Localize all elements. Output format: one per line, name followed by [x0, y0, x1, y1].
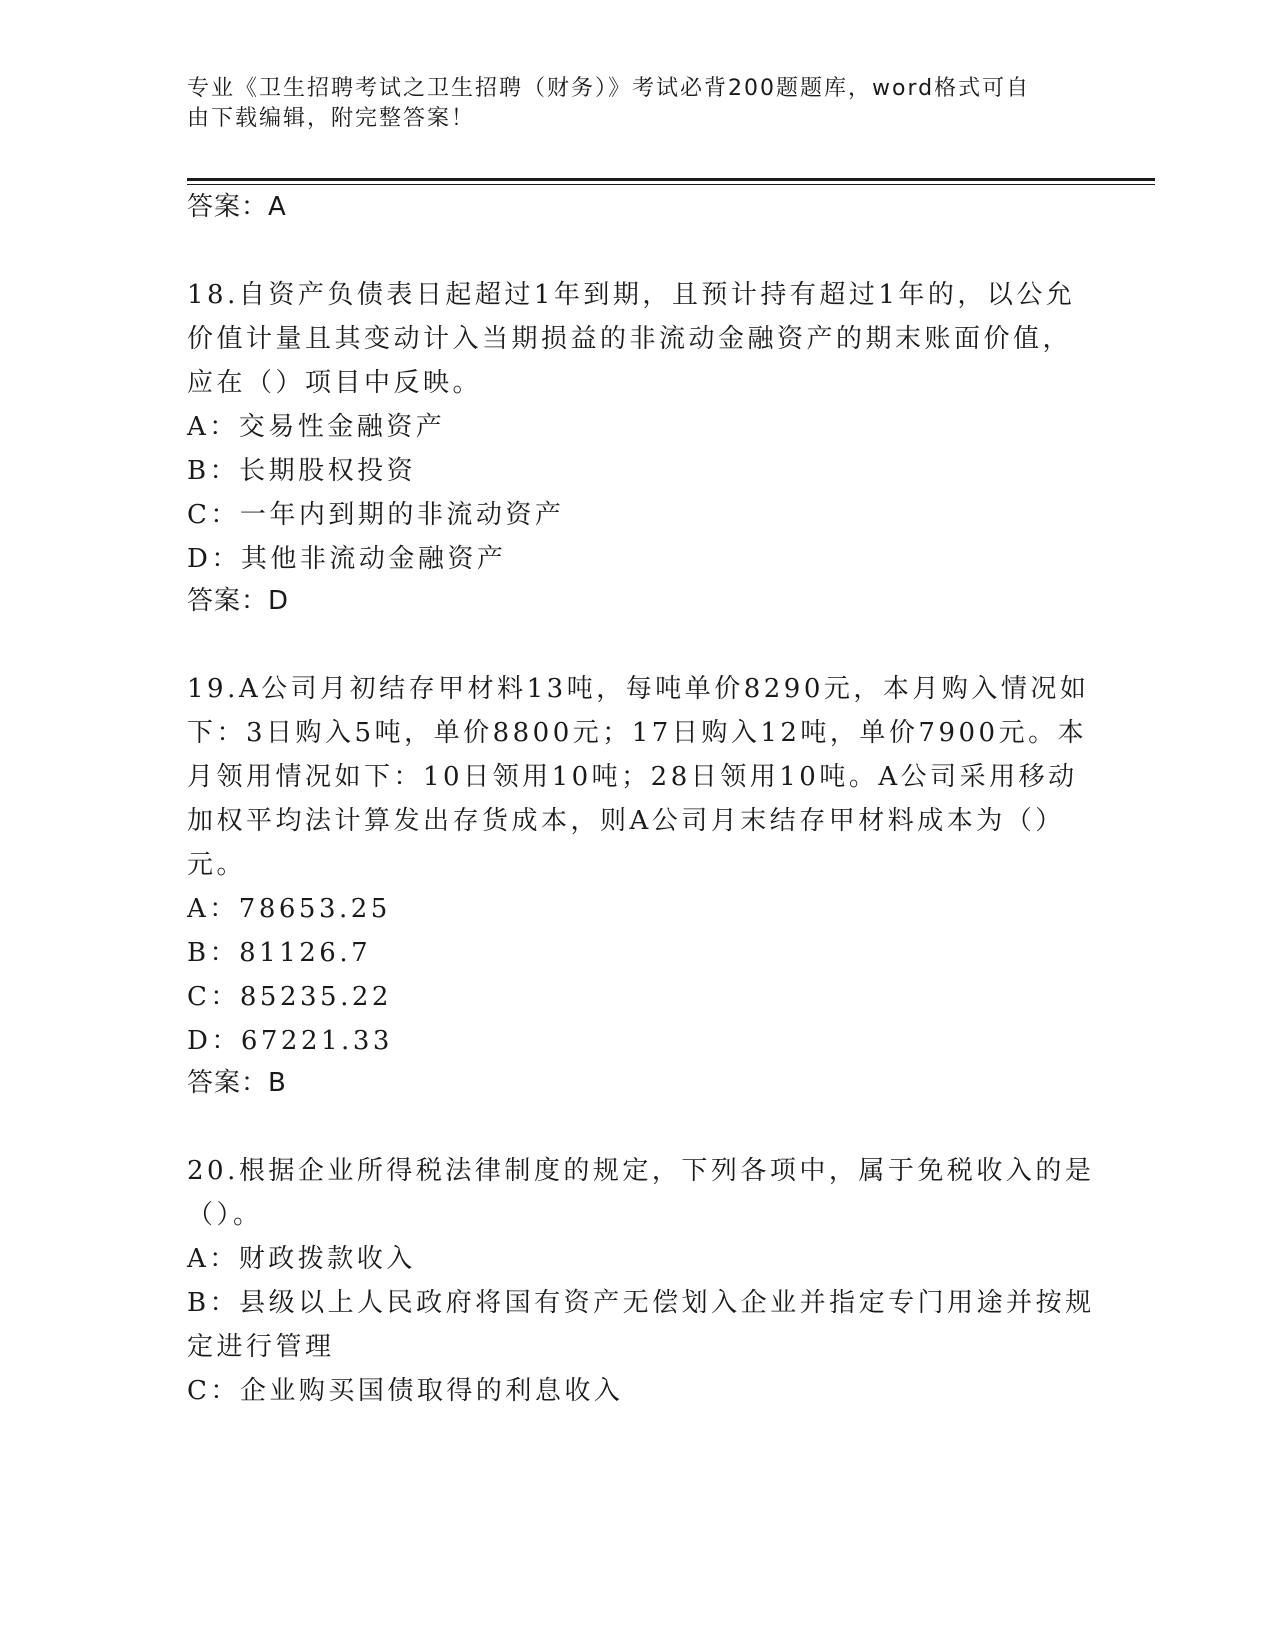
- answer-17: 答案：A: [187, 192, 287, 222]
- q19-stem-line-2: 下：3日购入5吨，单价8800元；17日购入12吨，单价7900元。本: [187, 718, 1088, 748]
- answer-19: 答案：B: [187, 1068, 287, 1098]
- q19-option-a: A：78653.25: [187, 894, 391, 924]
- q18-option-c: C：一年内到期的非流动资产: [187, 500, 565, 530]
- answer-18: 答案：D: [187, 586, 290, 616]
- q19-stem-line-3: 月领用情况如下：10日领用10吨；28日领用10吨。A公司采用移动: [187, 762, 1078, 792]
- q19-option-b: B：81126.7: [187, 938, 372, 968]
- q19-stem-line-4: 加权平均法计算发出存货成本，则A公司月末结存甲材料成本为（）: [187, 806, 1065, 836]
- q19-option-d: D：67221.33: [187, 1026, 393, 1056]
- q18-stem-line-2: 价值计量且其变动计入当期损益的非流动金融资产的期末账面价值，: [187, 324, 1073, 354]
- header-line-1: 专业《卫生招聘考试之卫生招聘（财务）》考试必背200题题库，word格式可自: [187, 76, 1031, 101]
- q20-option-b-line-1: B：县级以上人民政府将国有资产无偿划入企业并指定专门用途并按规: [187, 1288, 1095, 1318]
- q18-option-b: B：长期股权投资: [187, 456, 417, 486]
- q18-option-d: D：其他非流动金融资产: [187, 544, 507, 574]
- q20-option-b-line-2: 定进行管理: [187, 1332, 335, 1362]
- q20-option-c: C：企业购买国债取得的利息收入: [187, 1376, 624, 1406]
- q18-stem-line-1: 18.自资产负债表日起超过1年到期，且预计持有超过1年的，以公允: [187, 280, 1076, 310]
- page-header: [187, 74, 1067, 134]
- q19-option-c: C：85235.22: [187, 982, 392, 1012]
- header-divider-thin: [187, 184, 1155, 185]
- q20-stem-line-2: （）。: [187, 1200, 263, 1230]
- q18-option-a: A：交易性金融资产: [187, 412, 446, 442]
- q19-stem-line-5: 元。: [187, 850, 247, 880]
- header-line-2: 由下载编辑，附完整答案！: [187, 106, 476, 131]
- q20-option-a: A：财政拨款收入: [187, 1244, 416, 1274]
- q20-stem-line-1: 20.根据企业所得税法律制度的规定，下列各项中，属于免税收入的是: [187, 1156, 1095, 1186]
- q18-stem-line-3: 应在（）项目中反映。: [187, 368, 483, 398]
- q19-stem-line-1: 19.A公司月初结存甲材料13吨，每吨单价8290元，本月购入情况如: [187, 674, 1090, 704]
- header-divider-thick: [187, 178, 1155, 181]
